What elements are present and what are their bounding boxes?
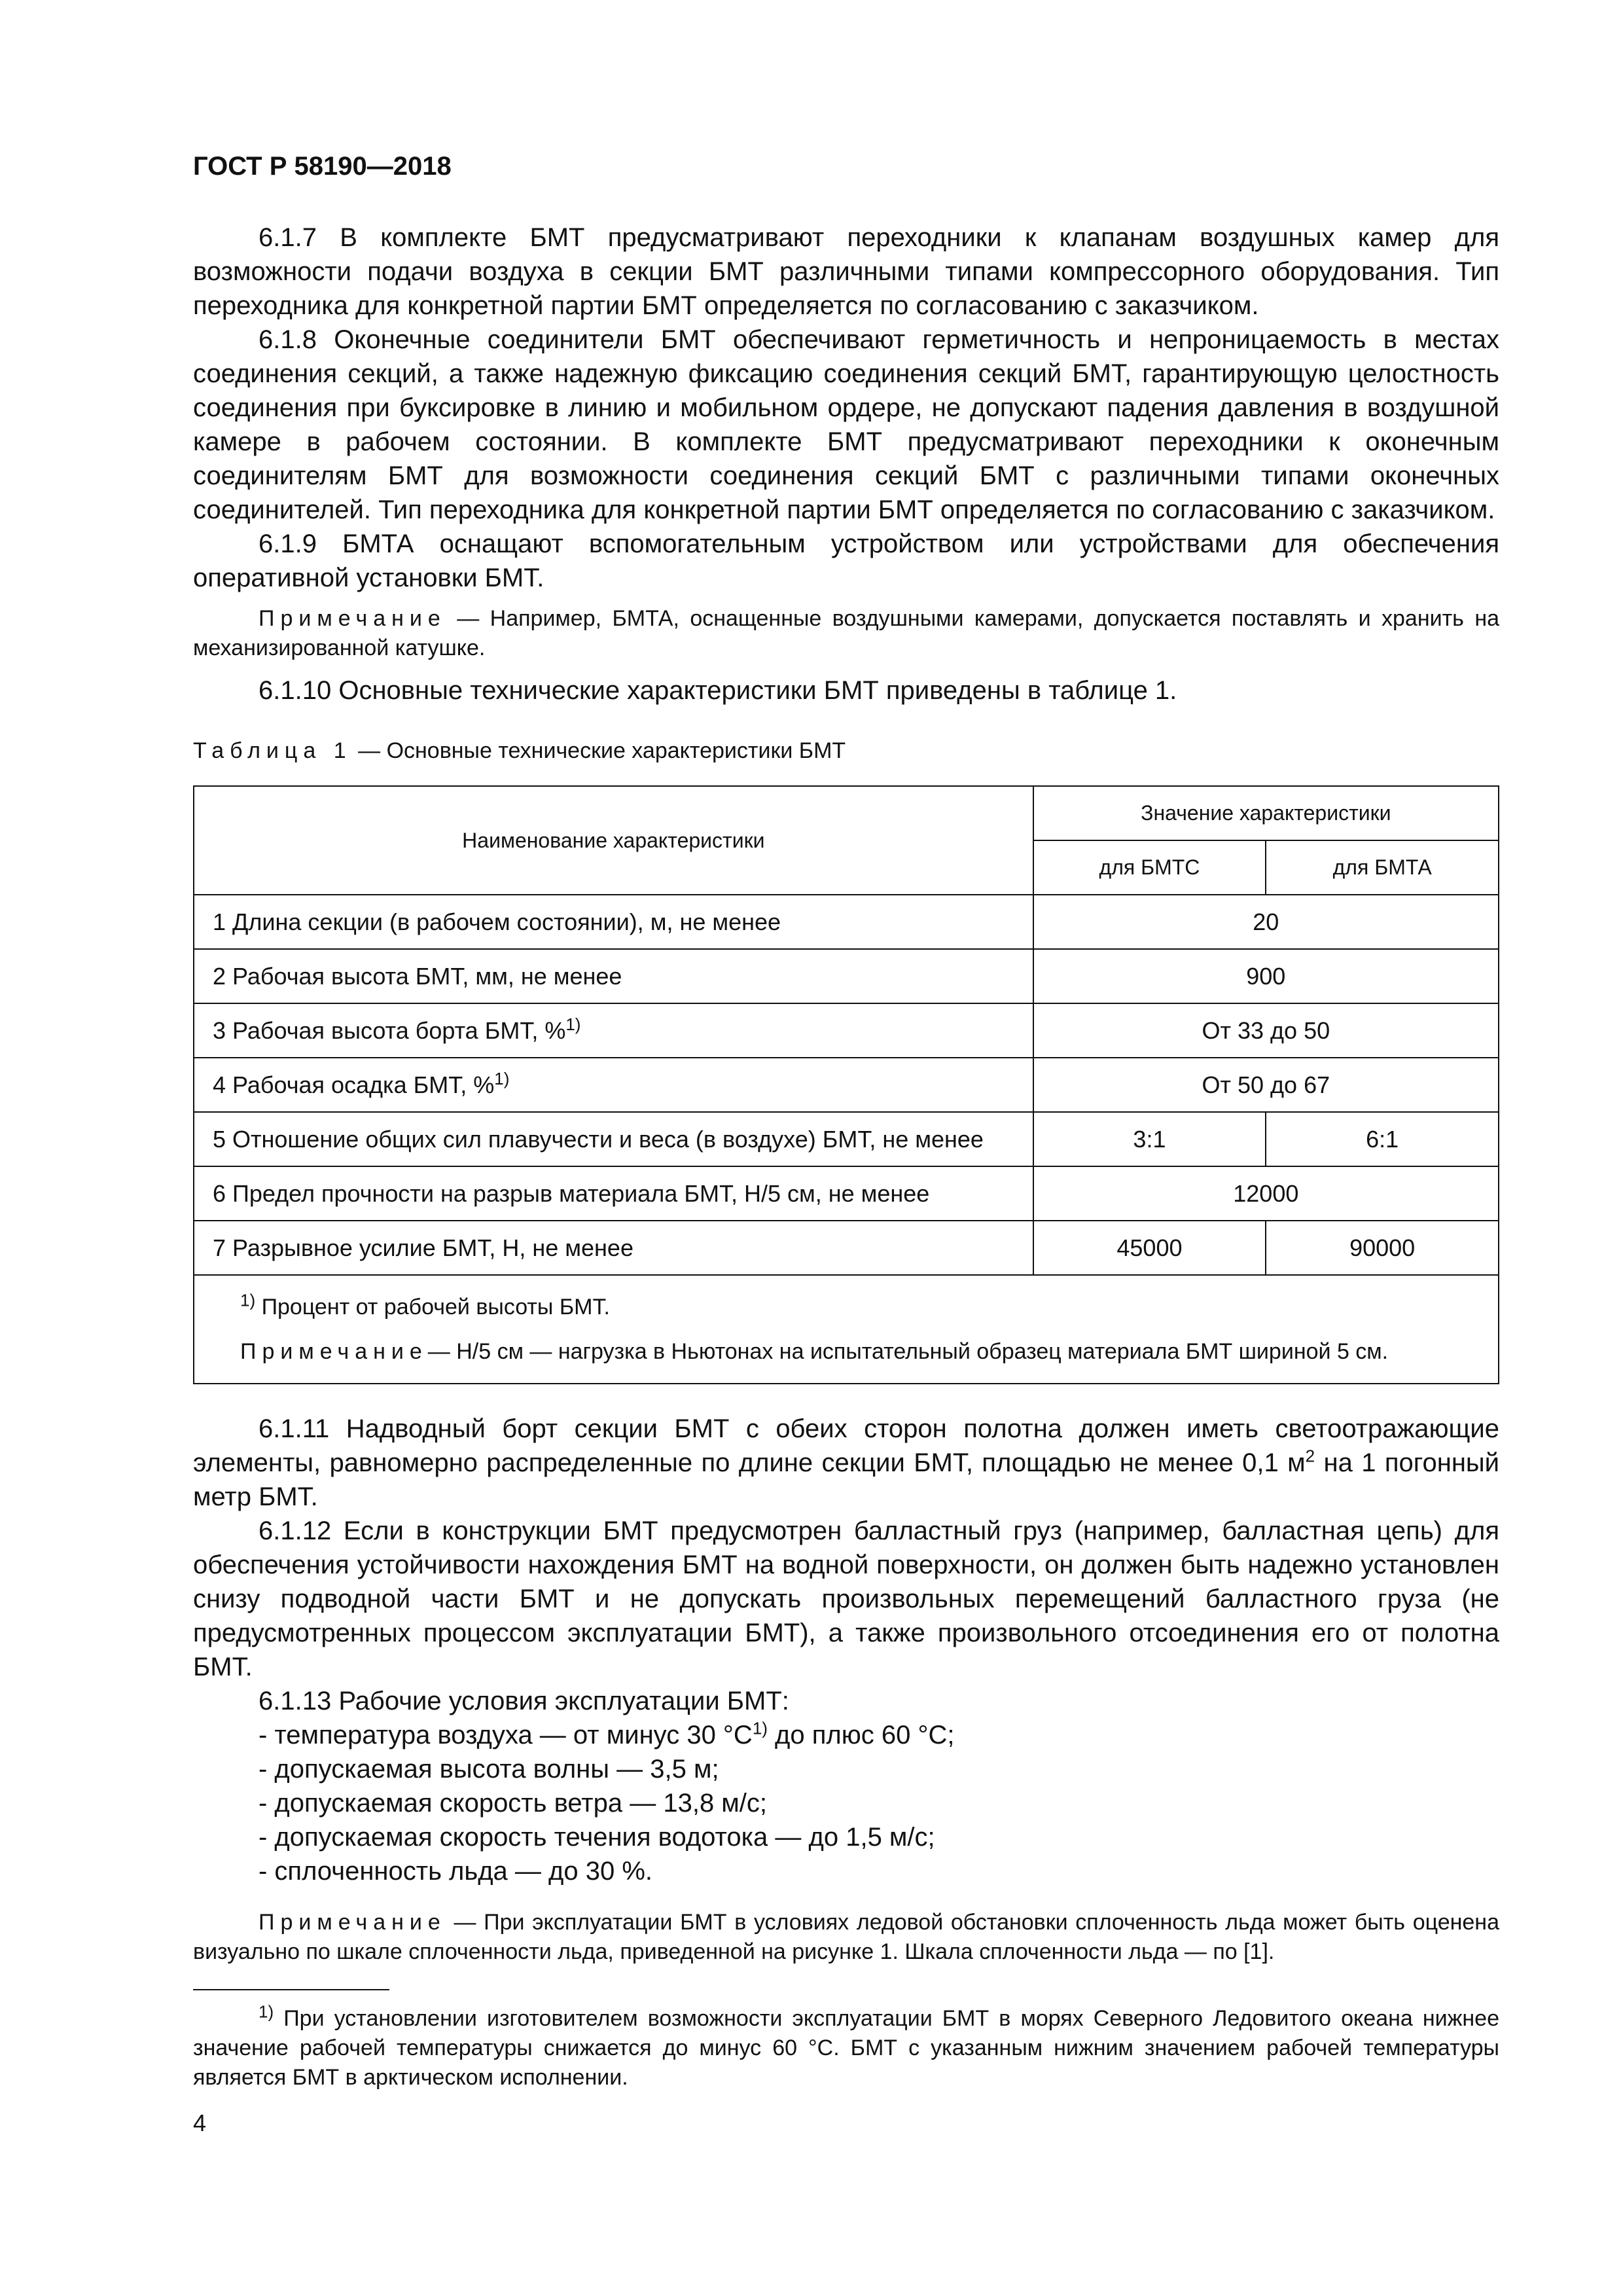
table-cell-value: От 33 до 50 (1033, 1003, 1499, 1058)
note-1 (193, 604, 1499, 663)
paragraph-6-1-13: 6.1.13 Рабочие условия эксплуатации БМТ: (259, 1687, 789, 1715)
table-footnote-text: Процент от рабочей высоты БМТ. (255, 1295, 610, 1319)
table-caption (193, 738, 846, 764)
table-cell-value: 900 (1033, 949, 1499, 1003)
note-2-text: — При эксплуатации БМТ в условиях ледовой обстановки сплоченность льда может быть оценена визуально по шкале сплоченности льда, приведенной на рисунке 1. Шкала сплоченности льда — по [1]. (193, 1910, 1499, 1964)
table-caption-text: — Основные технические характеристики БМТ (351, 738, 846, 763)
table-cell-name-text: 3 Рабочая высота борта БМТ, % (213, 1016, 566, 1044)
table-cell-name: 7 Разрывное усилие БМТ, Н, не менее (194, 1221, 1033, 1275)
table-cell-value: 20 (1033, 895, 1499, 949)
list-item: - допускаемая скорость ветра — 13,8 м/с; (259, 1789, 768, 1818)
table-cell-name: 1 Длина секции (в рабочем состоянии), м, не менее (194, 895, 1033, 949)
table-header-name: Наименование характеристики (194, 786, 1033, 895)
note-2 (193, 1908, 1499, 1967)
table-footnotes (194, 1275, 1499, 1384)
conditions-list (259, 1718, 954, 1888)
footnote-ref: 1) (752, 1718, 768, 1738)
paragraph-6-1-9: 6.1.9 БМТА оснащают вспомогательным устройством или устройствами для обеспечения оперативной установки БМТ. (193, 529, 1499, 592)
footnote-marker: 1) (259, 2001, 274, 2022)
table-cell-bmta: 90000 (1266, 1221, 1499, 1275)
list-item-text-tail: до плюс 60 °С; (767, 1721, 955, 1749)
footnote-ref: 1) (494, 1068, 510, 1088)
paragraph-6-1-8: 6.1.8 Оконечные соединители БМТ обеспечивают герметичность и непроницаемость в местах соединения секций, а также надежную фиксацию соединения секций БМТ, гарантирующую целостность соединения при буксировке в линию и мобильном ордере, не допускают падения давления в воздушной камере в рабочем состоянии. В комплекте БМТ предусматривают переходники к оконечным соединителям БМТ для возможности соединения секций БМТ с различными типами оконечных соединителей. Тип переходника для конкретной партии БМТ определяется по согласованию с заказчиком. (193, 325, 1499, 524)
table-cell-name-text: 4 Рабочая осадка БМТ, % (213, 1071, 495, 1098)
paragraph-6-1-7: 6.1.7 В комплекте БМТ предусматривают переходники к клапанам воздушных камер для возможности подачи воздуха в секции БМТ различными типами компрессорного оборудования. Тип переходника для конкретной партии БМТ определяется по согласованию с заказчиком. (193, 223, 1499, 320)
table-row (194, 1058, 1499, 1112)
paragraph-6-1-10: 6.1.10 Основные технические характеристики БМТ приведены в таблице 1. (259, 676, 1177, 705)
note-2-label: Примечание (259, 1910, 446, 1935)
paragraph-6-1-11-a: 6.1.11 Надводный борт секции БМТ с обеих сторон полотна должен иметь светоотражающие элементы, равномерно распределенные по длине секции БМТ, площадью не менее 0,1 м (193, 1414, 1499, 1477)
note-1-text: — Например, БМТА, оснащенные воздушными камерами, допускается поставлять и хранить на механизированной катушке. (193, 606, 1499, 660)
table-row (194, 1166, 1499, 1221)
table-cell-name: 2 Рабочая высота БМТ, мм, не менее (194, 949, 1033, 1003)
table-footnotes-cell (194, 1275, 1499, 1384)
superscript-2: 2 (1305, 1446, 1315, 1466)
paragraph-6-1-11-b: на 1 погонный метр БМТ. (193, 1448, 1499, 1511)
section-text-top (193, 221, 1499, 708)
table-cell-value: От 50 до 67 (1033, 1058, 1499, 1112)
table-cell-value: 12000 (1033, 1166, 1499, 1221)
table-footnote (240, 1285, 1480, 1329)
table-note-label: Примечание (240, 1339, 428, 1364)
footnote-separator (193, 1989, 389, 1990)
page-footnote-text: При установлении изготовителем возможности эксплуатации БМТ в морях Северного Ледовитого океана нижнее значение рабочей температуры снижается до минус 60 °С. БМТ с указанным нижним значением рабочей температуры является БМТ в арктическом исполнении. (193, 2006, 1499, 2090)
table-cell-name (194, 1058, 1033, 1112)
footnote-ref: 1) (565, 1014, 581, 1034)
table-header-bmta: для БМТА (1266, 840, 1499, 895)
table-row (194, 1221, 1499, 1275)
table-note-text: — Н/5 см — нагрузка в Ньютонах на испытательный образец материала БМТ шириной 5 см. (427, 1339, 1389, 1364)
section-text-bottom (193, 1412, 1499, 1718)
footnote-marker: 1) (240, 1290, 256, 1310)
table-row (194, 1003, 1499, 1058)
list-item (259, 1718, 954, 1752)
table-caption-label: Таблица 1 (193, 738, 352, 763)
table-row (194, 895, 1499, 949)
note-1-label: Примечание (259, 606, 446, 631)
document-header: ГОСТ Р 58190—2018 (193, 152, 452, 181)
table-cell-bmta: 6:1 (1266, 1112, 1499, 1166)
list-item: - допускаемая высота волны — 3,5 м; (259, 1755, 719, 1784)
table-row (194, 1112, 1499, 1166)
list-item: - сплоченность льда — до 30 %. (259, 1857, 653, 1886)
note-2-block (193, 1908, 1499, 1967)
table-cell-bmts: 3:1 (1033, 1112, 1266, 1166)
list-item-text: - температура воздуха — от минус 30 °С (259, 1721, 753, 1749)
table-header-value: Значение характеристики (1033, 786, 1499, 840)
table-cell-name (194, 1003, 1033, 1058)
characteristics-table (193, 785, 1499, 1384)
table-header-bmts: для БМТС (1033, 840, 1266, 895)
page-footnote (193, 2001, 1499, 2092)
table-note (240, 1329, 1480, 1374)
table-cell-name: 5 Отношение общих сил плавучести и веса (в воздухе) БМТ, не менее (194, 1112, 1033, 1166)
list-item: - допускаемая скорость течения водотока — до 1,5 м/с; (259, 1823, 935, 1852)
page-number: 4 (193, 2109, 207, 2136)
table-cell-bmts: 45000 (1033, 1221, 1266, 1275)
table-cell-name: 6 Предел прочности на разрыв материала БМТ, Н/5 см, не менее (194, 1166, 1033, 1221)
paragraph-6-1-12: 6.1.12 Если в конструкции БМТ предусмотрен балластный груз (например, балластная цепь) для обеспечения устойчивости нахождения БМТ на водной поверхности, он должен быть надежно установлен снизу подводной части БМТ и не допускать произвольных перемещений балластного груза (не предусмотренных процессом эксплуатации БМТ), а также произвольного отсоединения его от полотна БМТ. (193, 1516, 1499, 1681)
paragraph-6-1-11 (193, 1412, 1499, 1514)
table-row (194, 949, 1499, 1003)
